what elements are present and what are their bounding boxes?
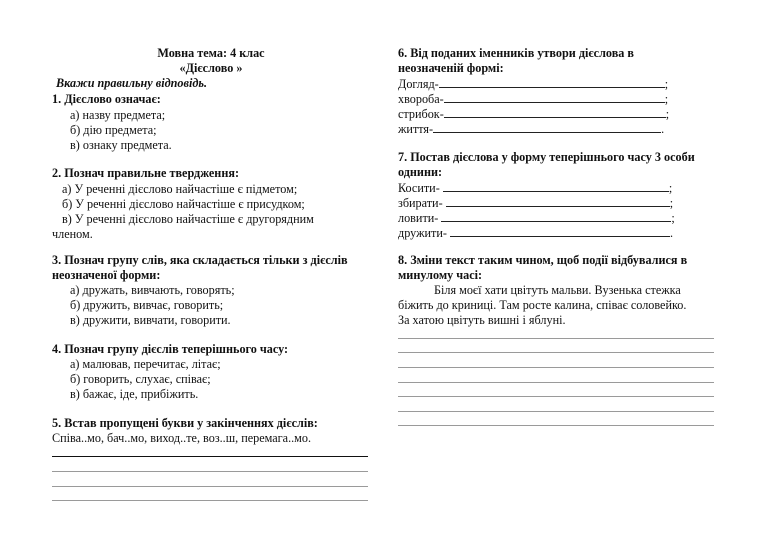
answer-line[interactable]: [52, 486, 368, 487]
q4-option-c: в) бажає, іде, прибіжить.: [70, 387, 199, 401]
q7-item-row: дружити- .: [398, 226, 674, 240]
q6-item-label: Догляд-: [398, 77, 439, 91]
q8-text-line-2: біжить до криниці. Там росте калина, співає соловейко.: [398, 298, 687, 312]
question-3-line-2: неозначеної форми:: [52, 268, 161, 282]
fill-in-blank[interactable]: [439, 77, 665, 88]
q7-item-label: ловити-: [398, 211, 439, 225]
question-8-line-1: 8. Зміни текст таким чином, щоб події відбувалися в: [398, 253, 688, 267]
q4-option-b: б) говорить, слухає, співає;: [70, 372, 211, 386]
q6-item-label: життя-: [398, 122, 434, 136]
answer-line[interactable]: [52, 471, 368, 472]
fill-in-blank[interactable]: [441, 211, 671, 222]
worksheet-title: Мовна тема: 4 клас: [157, 46, 265, 60]
fill-in-blank[interactable]: [443, 181, 669, 192]
q6-item-label: стрибок-: [398, 107, 444, 121]
q3-option-c: в) дружити, вивчати, говорити.: [70, 313, 231, 327]
answer-line[interactable]: [398, 352, 714, 353]
q8-text-line-1: Біля моєї хати цвітуть мальви. Вузенька стежка: [434, 283, 681, 297]
question-8-line-2: минулому часі:: [398, 268, 483, 282]
fill-in-blank[interactable]: [446, 196, 670, 207]
answer-line[interactable]: [398, 382, 714, 383]
answer-line[interactable]: [398, 396, 714, 397]
q6-item-row: стрибок- ;: [398, 107, 670, 121]
q2-option-c-tail: членом.: [52, 227, 93, 241]
q6-item-row: хвороба- ;: [398, 92, 669, 106]
fill-in-blank[interactable]: [444, 92, 665, 103]
answer-line[interactable]: [52, 456, 368, 457]
question-6-line-1: 6. Від поданих іменників утвори дієслова в: [398, 46, 635, 60]
q7-item-label: дружити-: [398, 226, 447, 240]
question-7-line-1: 7. Постав дієслова у форму теперішнього часу 3 особи: [398, 150, 695, 164]
answer-line[interactable]: [398, 425, 714, 426]
q2-option-b: б) У реченні дієслово найчастіше є присудком;: [62, 197, 305, 211]
q2-option-a: а) У реченні дієслово найчастіше є підметом;: [62, 182, 298, 196]
answer-line[interactable]: [398, 367, 714, 368]
q4-option-a: а) малював, перечитає, літає;: [70, 357, 221, 371]
q7-item-row: ловити- ;: [398, 211, 675, 225]
q1-option-b: б) дію предмета;: [70, 123, 157, 137]
q5-task-text: Співа..мо, бач..мо, виход..те, воз..ш, перемага..мо.: [52, 431, 312, 445]
q6-item-row: життя- .: [398, 122, 665, 136]
instruction-text: Вкажи правильну відповідь.: [56, 76, 208, 90]
q7-item-label: збирати-: [398, 196, 443, 210]
question-4: 4. Познач групу дієслів теперішнього часу:: [52, 342, 289, 356]
q7-item-row: збирати- ;: [398, 196, 674, 210]
answer-line[interactable]: [398, 338, 714, 339]
q8-text-line-3: За хатою цвітуть вишні і яблуні.: [398, 313, 566, 327]
q3-option-a: а) дружать, вивчають, говорять;: [70, 283, 235, 297]
fill-in-blank[interactable]: [433, 122, 661, 133]
question-7-line-2: однини:: [398, 165, 443, 179]
q7-item-label: Косити-: [398, 181, 440, 195]
q1-option-a: а) назву предмета;: [70, 108, 166, 122]
worksheet-subtitle: «Дієслово »: [179, 61, 243, 75]
q6-item-label: хвороба-: [398, 92, 444, 106]
fill-in-blank[interactable]: [450, 226, 670, 237]
answer-line[interactable]: [398, 411, 714, 412]
question-5: 5. Встав пропущені букви у закінченнях дієслів:: [52, 416, 318, 430]
answer-line[interactable]: [52, 500, 368, 501]
question-2: 2. Познач правильне твердження:: [52, 166, 240, 180]
q6-item-row: Догляд- ;: [398, 77, 669, 91]
fill-in-blank[interactable]: [444, 107, 666, 118]
q3-option-b: б) дружить, вивчає, говорить;: [70, 298, 224, 312]
q1-option-c: в) ознаку предмета.: [70, 138, 172, 152]
question-1: 1. Дієслово означає:: [52, 92, 161, 106]
question-3-line-1: 3. Познач групу слів, яка складається тільки з дієслів: [52, 253, 348, 267]
question-6-line-2: неозначеній формі:: [398, 61, 504, 75]
q2-option-c: в) У реченні дієслово найчастіше є другорядним: [62, 212, 314, 226]
q7-item-row: Косити- ;: [398, 181, 673, 195]
